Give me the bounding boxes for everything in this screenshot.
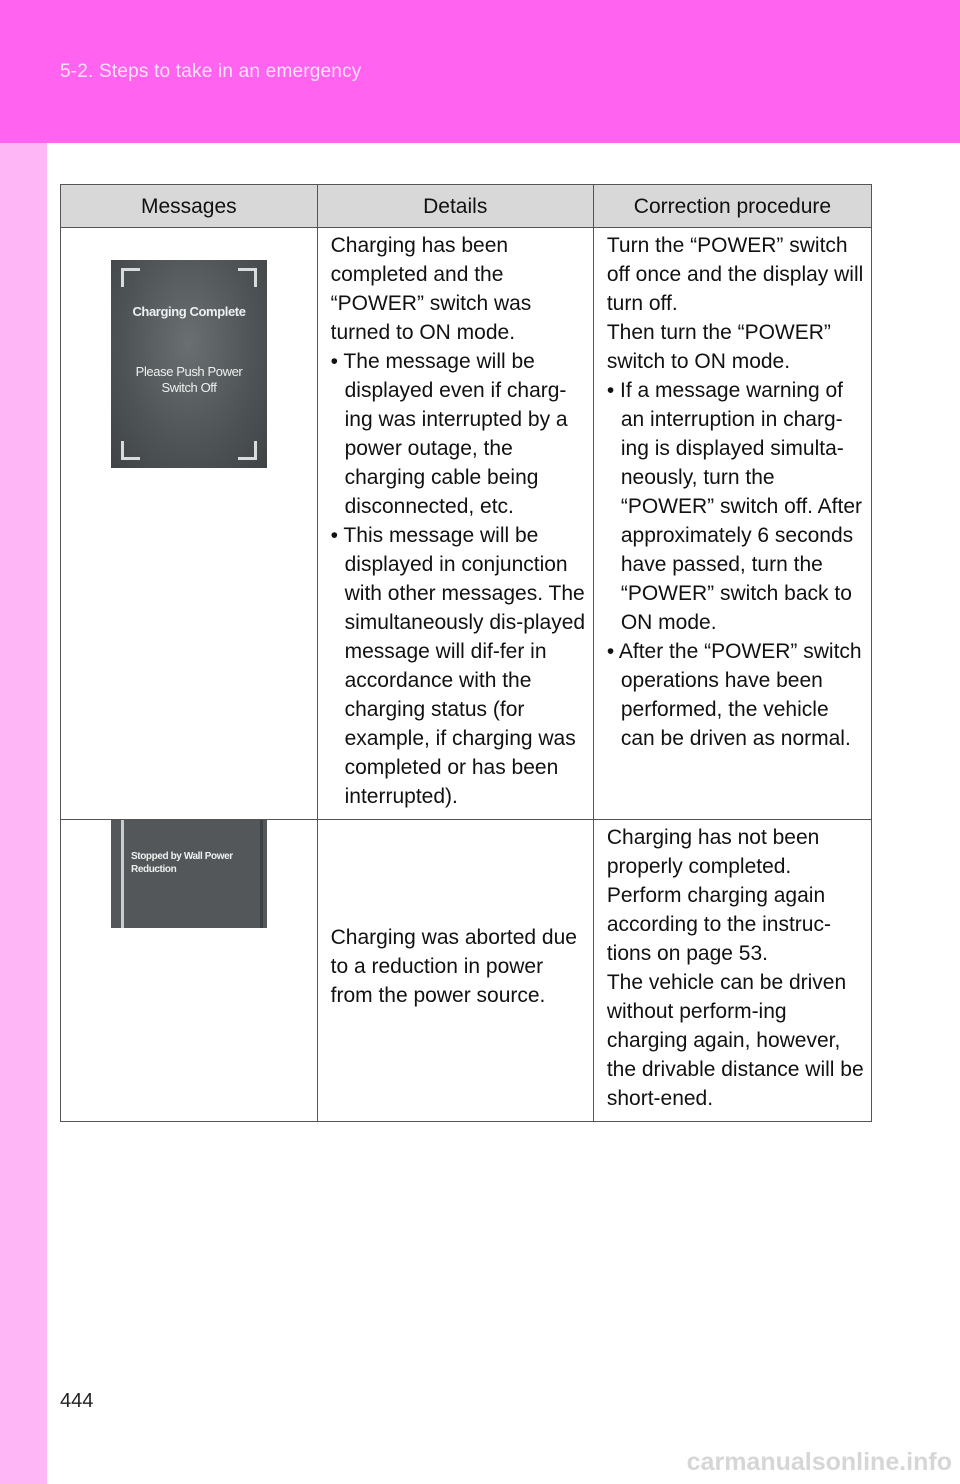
- screen-message: [131, 850, 233, 876]
- frame-corner-icon: [121, 441, 140, 460]
- correction-paragraph: Then turn the “POWER” switch to ON mode.: [606, 321, 831, 373]
- details-bullet: • This message will be displayed in conjunction with other messages. The simultaneously dis-played message will dif-fer in accordance with the charging status (for example, if charging was completed or has been interrupted).: [330, 524, 586, 808]
- screen-line: Switch Off: [161, 380, 217, 395]
- message-cell: [61, 820, 318, 1122]
- correction-cell: [593, 820, 871, 1122]
- details-paragraph: Charging was aborted due to a reduction in power from the power source.: [330, 926, 577, 1007]
- wall-power-reduction-display: [111, 820, 267, 928]
- details-cell: [317, 228, 593, 820]
- display-edge-bar: [121, 820, 124, 928]
- screen-line: Please Push Power: [135, 364, 243, 379]
- messages-table: [60, 184, 872, 1122]
- table-row: [61, 228, 872, 820]
- section-title: 5-2. Steps to take in an emergency: [60, 61, 362, 82]
- correction-cell: [593, 228, 871, 820]
- column-header-details: Details: [317, 185, 593, 228]
- correction-paragraph: The vehicle can be driven without perform-ing charging again, however, the drivable distance will be short-ened.: [606, 971, 864, 1110]
- frame-corner-icon: [121, 268, 140, 287]
- correction-bullet: • After the “POWER” switch operations have been performed, the vehicle can be driven as normal.: [606, 640, 862, 750]
- correction-bullet: • If a message warning of an interruption in charg-ing is displayed simulta-neously, turn the “POWER” switch off. After approximately 6 seconds have passed, turn the “POWER” switch back to ON mode.: [606, 379, 863, 634]
- message-cell: [61, 228, 318, 820]
- frame-corner-icon: [238, 268, 257, 287]
- correction-paragraph: Charging has not been properly completed.: [606, 826, 820, 878]
- correction-paragraph: Turn the “POWER” switch off once and the display will turn off.: [606, 234, 864, 315]
- screen-line: Reduction: [131, 864, 177, 875]
- watermark: carmanualsonline.info: [686, 1448, 952, 1476]
- correction-paragraph: Perform charging again according to the instruc-tions on page 53.: [606, 884, 831, 965]
- column-header-correction: Correction procedure: [593, 185, 871, 228]
- frame-corner-icon: [238, 441, 257, 460]
- charging-complete-display: [111, 260, 267, 468]
- screen-title: Charging Complete: [132, 304, 246, 319]
- screen-line: Stopped by Wall Power: [131, 851, 233, 862]
- table-header-row: [61, 185, 872, 228]
- details-bullet: • The message will be displayed even if charg-ing was interrupted by a power outage, the charging cable being disconnected, etc.: [330, 350, 568, 518]
- page-number: 444: [60, 1390, 94, 1412]
- details-paragraph: Charging has been completed and the “POWER” switch was turned to ON mode.: [330, 234, 532, 344]
- column-header-messages: Messages: [61, 185, 318, 228]
- details-cell: [317, 820, 593, 1122]
- display-edge-bar: [260, 820, 263, 928]
- side-band: [0, 143, 47, 1484]
- table-row: [61, 820, 872, 1122]
